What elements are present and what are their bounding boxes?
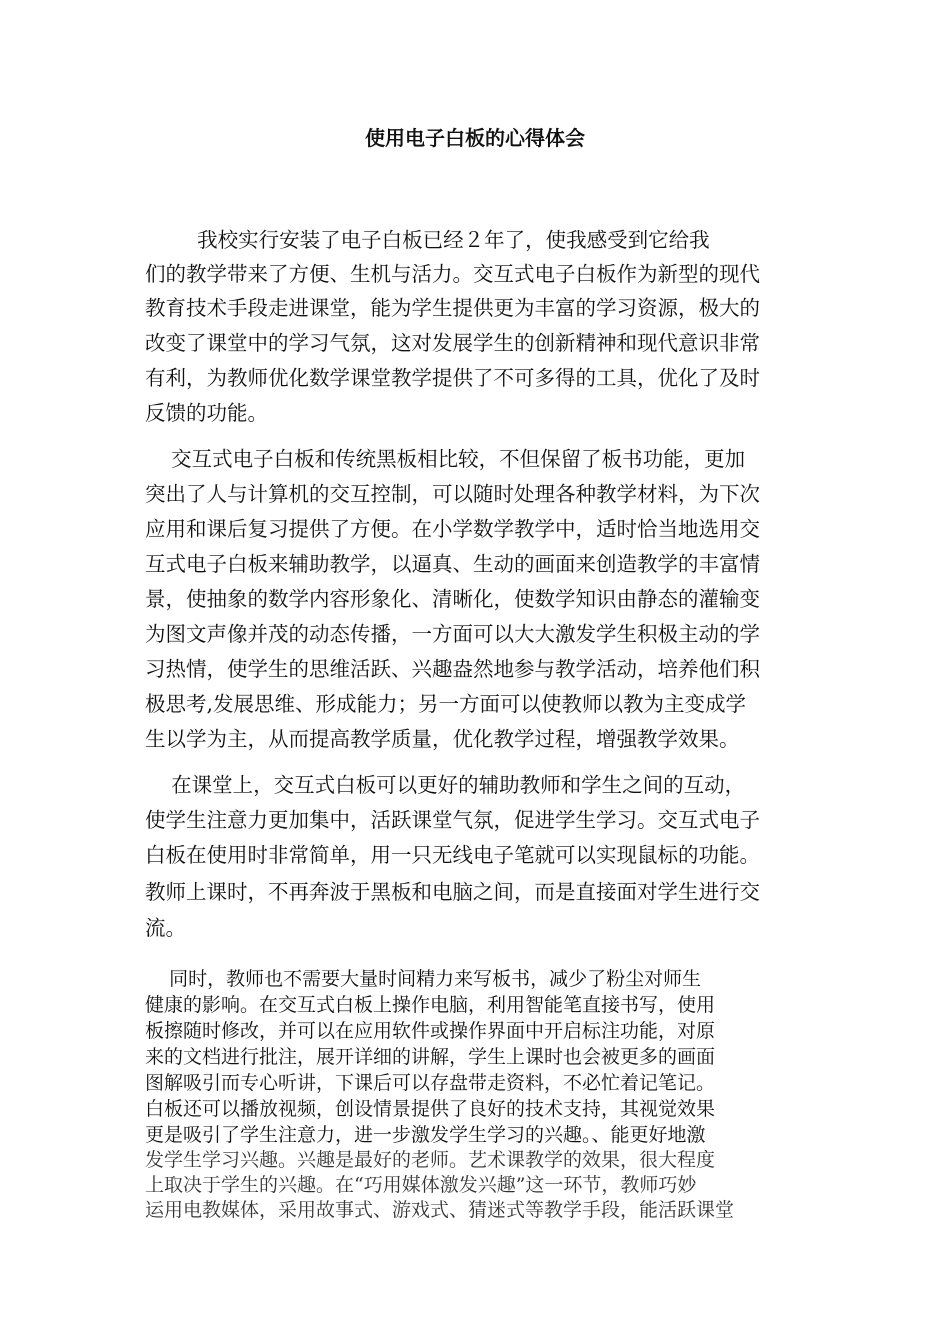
paragraph-3-line: 流。 — [145, 916, 186, 940]
paragraph-3-line: 使学生注意力更加集中，活跃课堂气氛，促进学生学习。交互式电子 — [145, 808, 760, 832]
paragraph-4-line: 运用电教媒体，采用故事式、游戏式、猜迷式等教学手段，能活跃课堂 — [145, 1199, 735, 1221]
paragraph-4-line: 白板还可以播放视频，创设情景提供了良好的技术支持，其视觉效果 — [145, 1098, 716, 1120]
paragraph-4-line: 上取决于学生的兴趣。在“巧用媒体激发兴趣”这一环节，教师巧妙 — [145, 1174, 697, 1196]
paragraph-3-line: 教师上课时，不再奔波于黑板和电脑之间，而是直接面对学生进行交 — [145, 880, 760, 904]
paragraph-1-line: 反馈的功能。 — [145, 401, 268, 425]
paragraph-2-line: 为图文声像并茂的动态传播，一方面可以大大激发学生积极主动的学 — [145, 622, 760, 646]
paragraph-2-line: 突出了人与计算机的交互控制，可以随时处理各种教学材料，为下次 — [145, 482, 760, 506]
paragraph-2-line: 互式电子白板来辅助教学，以逼真、生动的画面来创造教学的丰富情 — [145, 552, 760, 576]
paragraph-3-line: 白板在使用时非常简单，用一只无线电子笔就可以实现鼠标的功能。 — [145, 843, 760, 867]
paragraph-1-line: 教育技术手段走进课堂，能为学生提供更为丰富的学习资源，极大的 — [145, 296, 760, 320]
paragraph-3-line: 在课堂上，交互式白板可以更好的辅助教师和学生之间的互动， — [145, 773, 746, 797]
paragraph-4-line: 来的文档进行批注，展开详细的讲解，学生上课时也会被更多的画面 — [145, 1046, 716, 1068]
paragraph-4-line: 同时，教师也不需要大量时间精力来写板书，减少了粉尘对师生 — [145, 968, 702, 990]
paragraph-1-line: 我校实行安装了电子白板已经２年了，使我感受到它给我 — [145, 228, 710, 252]
paragraph-2-line: 习热情，使学生的思维活跃、兴趣盎然地参与教学活动，培养他们积 — [145, 657, 760, 681]
paragraph-2-line: 应用和课后复习提供了方便。在小学数学教学中，适时恰当地选用交 — [145, 517, 760, 541]
paragraph-1-line: 有利，为教师优化数学课堂教学提供了不可多得的工具，优化了及时 — [145, 366, 760, 390]
paragraph-1-line: 改变了课堂中的学习气氛，这对发展学生的创新精神和现代意识非常 — [145, 331, 760, 355]
paragraph-4-line: 健康的影响。在交互式白板上操作电脑，利用智能笔直接书写，使用 — [145, 994, 716, 1016]
paragraph-4-line: 板擦随时修改，并可以在应用软件或操作界面中开启标注功能，对原 — [145, 1020, 716, 1042]
paragraph-4-line: 发学生学习兴趣。兴趣是最好的老师。艺术课教学的效果，很大程度 — [145, 1149, 716, 1171]
paragraph-2-line: 景，使抽象的数学内容形象化、清晰化，使数学知识由静态的灌输变 — [145, 587, 760, 611]
paragraph-2-line: 交互式电子白板和传统黑板相比较，不但保留了板书功能，更加 — [145, 447, 746, 471]
paragraph-4-line: 图解吸引而专心听讲，下课后可以存盘带走资料，不必忙着记笔记。 — [145, 1072, 716, 1094]
paragraph-1-line: 们的教学带来了方便、生机与活力。交互式电子白板作为新型的现代 — [145, 262, 760, 286]
paragraph-2-line: 生以学为主，从而提高教学质量，优化教学过程，增强教学效果。 — [145, 727, 740, 751]
paragraph-4-line: 更是吸引了学生注意力，进一步激发学生学习的兴趣。、能更好地激 — [145, 1124, 706, 1146]
paragraph-2-line: 极思考,发展思维、形成能力；另一方面可以使教师以教为主变成学 — [145, 692, 747, 716]
document-title: 使用电子白板的心得体会 — [365, 126, 585, 150]
